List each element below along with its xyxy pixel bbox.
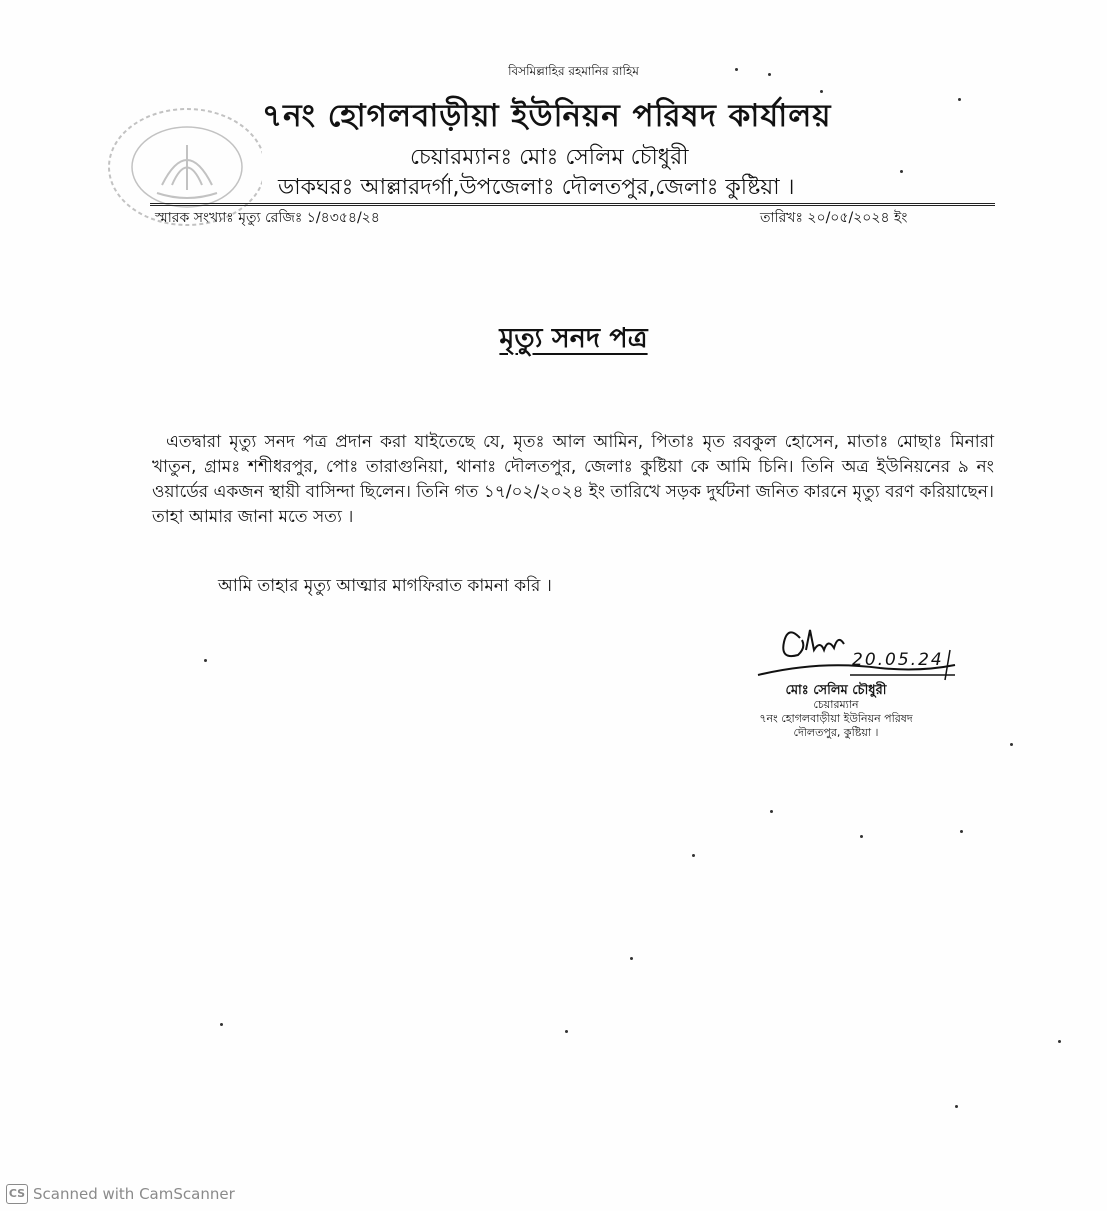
scan-speck xyxy=(958,98,961,101)
chairman-stamp xyxy=(736,684,936,740)
stamp-location: দৌলতপুর, কুষ্টিয়া । xyxy=(793,726,879,739)
memo-number: স্মারক সংখ্যাঃ মৃত্যু রেজিঃ ১/৪৩৫৪/২৪ xyxy=(155,210,380,226)
address-line: ডাকঘরঃ আল্লারদর্গা,উপজেলাঃ দৌলতপুর,জেলাঃ কুষ্টিয়া । xyxy=(278,175,795,200)
scan-speck xyxy=(630,957,633,960)
prayer-line: আমি তাহার মৃত্যু আত্মার মাগফিরাত কামনা করি । xyxy=(218,576,552,596)
scan-speck xyxy=(955,1105,958,1108)
scan-speck xyxy=(565,1030,568,1033)
scan-speck xyxy=(1010,743,1013,746)
office-name: ৭নং হোগলবাড়ীয়া ইউনিয়ন পরিষদ কার্যালয় xyxy=(262,98,832,134)
invocation-line: বিসমিল্লাহির রহমানির রাহিম xyxy=(508,64,639,78)
stamp-office: ৭নং হোগলবাড়ীয়া ইউনিয়ন পরিষদ xyxy=(759,712,913,725)
certificate-body: এতদ্বারা মৃত্যু সনদ পত্র প্রদান করা যাইতেছে যে, মৃতঃ আল আমিন, পিতাঃ মৃত রবকুল হোসেন, মাতাঃ মোছাঃ মিনারা খাতুন, গ্রামঃ শশীধরপুর, পোঃ তারাগুনিয়া, থানাঃ দৌলতপুর, জেলাঃ কুষ্টিয়া কে আমি চিনি। তিনি অত্র ইউনিয়নের ৯ নং ওয়ার্ডের একজন স্থায়ী বাসিন্দা ছিলেন। তিনি গত ১৭/০২/২০২৪ ইং তারিখে সড়ক দুর্ঘটনা জনিত কারনে মৃত্যু বরণ করিয়াছেন। তাহা আমার জানা মতে সত্য । xyxy=(152,432,995,527)
scan-speck xyxy=(220,1023,223,1026)
chairman-line: চেয়ারম্যানঃ মোঃ সেলিম চৌধুরী xyxy=(410,145,689,170)
stamp-name: মোঃ সেলিম চৌধুরী xyxy=(785,683,887,698)
scan-speck xyxy=(860,835,863,838)
document-title xyxy=(0,318,1107,363)
camscanner-logo-icon: CS xyxy=(6,1184,28,1204)
signature-date: 20.05.24 xyxy=(852,650,944,670)
document-title-text: মৃত্যু সনদ পত্র xyxy=(499,323,648,354)
scan-speck xyxy=(770,810,773,813)
scan-speck xyxy=(900,170,903,173)
scan-speck xyxy=(204,659,207,662)
scan-speck xyxy=(1058,1040,1061,1043)
issue-date: তারিখঃ ২০/০৫/২০২৪ ইং xyxy=(760,210,908,226)
scan-speck xyxy=(692,854,695,857)
camscanner-watermark xyxy=(6,1184,235,1204)
stamp-designation: চেয়ারম্যান xyxy=(813,698,859,711)
scan-speck xyxy=(960,830,963,833)
camscanner-text: Scanned with CamScanner xyxy=(33,1185,235,1203)
